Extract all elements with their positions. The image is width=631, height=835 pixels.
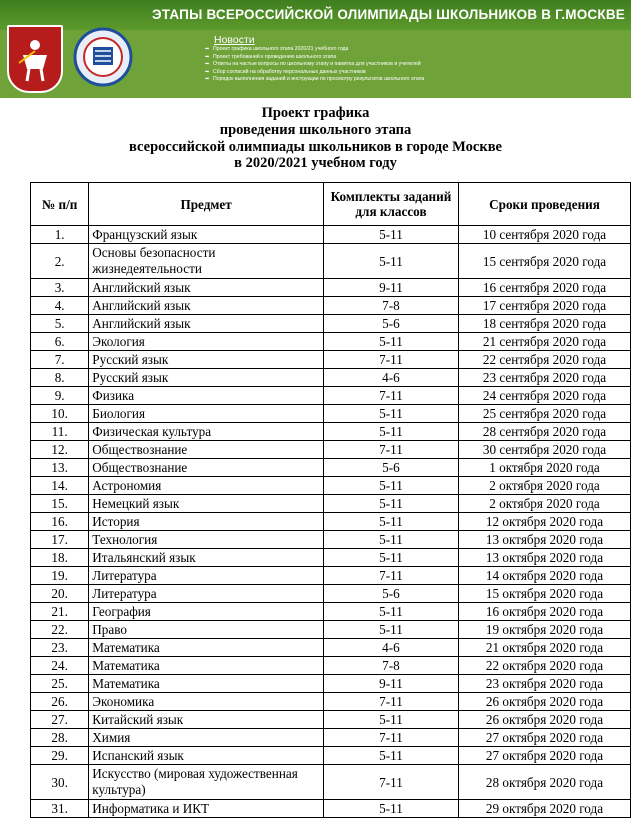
cell-classes: 5-11 <box>323 495 458 513</box>
table-row <box>31 747 631 765</box>
cell-date: 16 сентября 2020 года <box>459 279 631 297</box>
cell-date: 26 октября 2020 года <box>459 711 631 729</box>
cell-num: 12. <box>31 441 89 459</box>
olympiad-logo-icon <box>73 27 133 87</box>
table-header-row <box>31 183 631 226</box>
cell-classes: 7-11 <box>323 765 458 800</box>
cell-num: 31. <box>31 800 89 818</box>
table-row <box>31 226 631 244</box>
news-item[interactable]: ➡ Сбор согласий на обработку персональных данных участников <box>205 68 366 75</box>
table-row <box>31 405 631 423</box>
cell-date: 29 октября 2020 года <box>459 800 631 818</box>
cell-num: 5. <box>31 315 89 333</box>
cell-num: 13. <box>31 459 89 477</box>
cell-classes: 5-11 <box>323 621 458 639</box>
table-row <box>31 459 631 477</box>
cell-num: 6. <box>31 333 89 351</box>
table-row <box>31 585 631 603</box>
table-row <box>31 315 631 333</box>
cell-subject: История <box>89 513 324 531</box>
cell-subject: Математика <box>89 657 324 675</box>
cell-classes: 5-6 <box>323 315 458 333</box>
cell-date: 12 октября 2020 года <box>459 513 631 531</box>
cell-subject: Английский язык <box>89 297 324 315</box>
cell-num: 23. <box>31 639 89 657</box>
table-row <box>31 693 631 711</box>
cell-subject: Математика <box>89 639 324 657</box>
site-banner <box>0 0 631 98</box>
news-item[interactable]: ➡ Порядок выполнения заданий и инструкции по просмотру результатов школьного этапа <box>205 76 425 83</box>
cell-num: 15. <box>31 495 89 513</box>
table-row <box>31 765 631 800</box>
cell-num: 14. <box>31 477 89 495</box>
header-dates: Сроки проведения <box>459 183 631 226</box>
cell-classes: 5-11 <box>323 800 458 818</box>
cell-subject: Русский язык <box>89 369 324 387</box>
cell-subject: Биология <box>89 405 324 423</box>
cell-num: 9. <box>31 387 89 405</box>
cell-date: 24 сентября 2020 года <box>459 387 631 405</box>
cell-classes: 5-6 <box>323 585 458 603</box>
cell-subject: Основы безопасности жизнедеятельности <box>89 244 324 279</box>
cell-classes: 7-11 <box>323 567 458 585</box>
news-item[interactable]: ➡ Проект графика школьного этапа 2020/21 учебного года <box>205 46 349 52</box>
cell-subject: Обществознание <box>89 441 324 459</box>
cell-subject: Французский язык <box>89 226 324 244</box>
schedule-table <box>30 182 631 818</box>
cell-classes: 9-11 <box>323 279 458 297</box>
cell-subject: Математика <box>89 675 324 693</box>
arrow-right-icon: ➡ <box>205 76 210 83</box>
cell-classes: 7-11 <box>323 693 458 711</box>
heading-line: Проект графика <box>261 105 370 121</box>
cell-subject: Литература <box>89 585 324 603</box>
header-subject: Предмет <box>89 183 324 226</box>
news-item[interactable]: ➡ Ответы на частые вопросы по школьному этапу и памятка для участников и учителей <box>205 61 421 68</box>
cell-classes: 5-11 <box>323 405 458 423</box>
cell-classes: 5-11 <box>323 423 458 441</box>
cell-date: 16 октября 2020 года <box>459 603 631 621</box>
table-row <box>31 441 631 459</box>
cell-num: 4. <box>31 297 89 315</box>
cell-subject: Физическая культура <box>89 423 324 441</box>
cell-classes: 5-11 <box>323 226 458 244</box>
cell-classes: 9-11 <box>323 675 458 693</box>
arrow-right-icon: ➡ <box>205 53 210 60</box>
cell-subject: Русский язык <box>89 351 324 369</box>
cell-num: 21. <box>31 603 89 621</box>
table-row <box>31 351 631 369</box>
cell-classes: 7-8 <box>323 657 458 675</box>
table-body <box>31 226 631 818</box>
news-item[interactable]: ➡ Проект требований к проведению школьного этапа <box>205 53 337 60</box>
table-row <box>31 531 631 549</box>
cell-subject: Физика <box>89 387 324 405</box>
table-row <box>31 549 631 567</box>
cell-num: 2. <box>31 244 89 279</box>
cell-classes: 5-6 <box>323 459 458 477</box>
cell-date: 1 октября 2020 года <box>459 459 631 477</box>
cell-subject: Английский язык <box>89 315 324 333</box>
cell-classes: 5-11 <box>323 333 458 351</box>
table-row <box>31 729 631 747</box>
cell-num: 10. <box>31 405 89 423</box>
table-row <box>31 621 631 639</box>
arrow-right-icon: ➡ <box>205 68 210 75</box>
cell-date: 30 сентября 2020 года <box>459 441 631 459</box>
table-row <box>31 513 631 531</box>
cell-date: 14 октября 2020 года <box>459 567 631 585</box>
cell-date: 10 сентября 2020 года <box>459 226 631 244</box>
cell-num: 28. <box>31 729 89 747</box>
arrow-right-icon: ➡ <box>205 46 210 52</box>
table-row <box>31 675 631 693</box>
cell-num: 11. <box>31 423 89 441</box>
cell-num: 19. <box>31 567 89 585</box>
table-row <box>31 495 631 513</box>
cell-num: 26. <box>31 693 89 711</box>
cell-subject: Литература <box>89 567 324 585</box>
cell-subject: Астрономия <box>89 477 324 495</box>
table-row <box>31 800 631 818</box>
cell-classes: 5-11 <box>323 747 458 765</box>
cell-date: 23 сентября 2020 года <box>459 369 631 387</box>
cell-subject: Китайский язык <box>89 711 324 729</box>
cell-date: 21 октября 2020 года <box>459 639 631 657</box>
cell-classes: 5-11 <box>323 603 458 621</box>
cell-num: 17. <box>31 531 89 549</box>
cell-classes: 5-11 <box>323 477 458 495</box>
cell-classes: 7-11 <box>323 387 458 405</box>
cell-num: 25. <box>31 675 89 693</box>
cell-subject: Экология <box>89 333 324 351</box>
cell-subject: Химия <box>89 729 324 747</box>
cell-num: 22. <box>31 621 89 639</box>
cell-num: 3. <box>31 279 89 297</box>
heading-line: всероссийской олимпиады школьников в городе Москве <box>129 138 502 155</box>
cell-date: 15 октября 2020 года <box>459 585 631 603</box>
cell-date: 18 сентября 2020 года <box>459 315 631 333</box>
cell-date: 27 октября 2020 года <box>459 747 631 765</box>
cell-date: 28 октября 2020 года <box>459 765 631 800</box>
cell-date: 27 октября 2020 года <box>459 729 631 747</box>
cell-subject: Английский язык <box>89 279 324 297</box>
table-row <box>31 567 631 585</box>
cell-num: 16. <box>31 513 89 531</box>
cell-date: 25 сентября 2020 года <box>459 405 631 423</box>
cell-num: 1. <box>31 226 89 244</box>
cell-date: 23 октября 2020 года <box>459 675 631 693</box>
cell-subject: Информатика и ИКТ <box>89 800 324 818</box>
header-classes: Комплекты заданий для классов <box>323 183 458 226</box>
cell-num: 20. <box>31 585 89 603</box>
cell-date: 28 сентября 2020 года <box>459 423 631 441</box>
news-list <box>205 46 424 84</box>
cell-date: 13 октября 2020 года <box>459 531 631 549</box>
cell-subject: Немецкий язык <box>89 495 324 513</box>
table-row <box>31 279 631 297</box>
heading-line: в 2020/2021 учебном году <box>234 155 397 172</box>
table-row <box>31 387 631 405</box>
cell-classes: 5-11 <box>323 513 458 531</box>
cell-subject: Итальянский язык <box>89 549 324 567</box>
cell-date: 22 октября 2020 года <box>459 657 631 675</box>
table-row <box>31 369 631 387</box>
table-row <box>31 244 631 279</box>
cell-date: 26 октября 2020 года <box>459 693 631 711</box>
table-row <box>31 603 631 621</box>
cell-num: 18. <box>31 549 89 567</box>
table-row <box>31 297 631 315</box>
table-row <box>31 639 631 657</box>
moscow-coat-of-arms-icon <box>7 25 63 93</box>
cell-date: 22 сентября 2020 года <box>459 351 631 369</box>
cell-subject: Право <box>89 621 324 639</box>
cell-subject: Испанский язык <box>89 747 324 765</box>
header-num: № п/п <box>31 183 89 226</box>
cell-classes: 7-11 <box>323 441 458 459</box>
cell-num: 27. <box>31 711 89 729</box>
cell-num: 30. <box>31 765 89 800</box>
table-row <box>31 657 631 675</box>
cell-classes: 4-6 <box>323 369 458 387</box>
cell-date: 17 сентября 2020 года <box>459 297 631 315</box>
cell-date: 21 сентября 2020 года <box>459 333 631 351</box>
heading-line: проведения школьного этапа <box>219 121 412 138</box>
cell-date: 2 октября 2020 года <box>459 477 631 495</box>
cell-classes: 7-8 <box>323 297 458 315</box>
banner-title: ЭТАПЫ ВСЕРОССИЙСКОЙ ОЛИМПИАДЫ ШКОЛЬНИКОВ В Г.МОСКВЕ <box>152 7 625 22</box>
cell-subject: Обществознание <box>89 459 324 477</box>
table-row <box>31 711 631 729</box>
cell-num: 29. <box>31 747 89 765</box>
cell-subject: Технология <box>89 531 324 549</box>
cell-num: 8. <box>31 369 89 387</box>
cell-subject: Искусство (мировая художественная культура) <box>89 765 324 800</box>
cell-subject: Экономика <box>89 693 324 711</box>
cell-classes: 4-6 <box>323 639 458 657</box>
table-row <box>31 423 631 441</box>
cell-classes: 5-11 <box>323 711 458 729</box>
cell-classes: 7-11 <box>323 729 458 747</box>
table-row <box>31 333 631 351</box>
table-row <box>31 477 631 495</box>
cell-subject: География <box>89 603 324 621</box>
cell-classes: 5-11 <box>323 549 458 567</box>
cell-date: 13 октября 2020 года <box>459 549 631 567</box>
cell-classes: 5-11 <box>323 531 458 549</box>
news-link[interactable]: Новости <box>214 34 255 46</box>
cell-date: 15 сентября 2020 года <box>459 244 631 279</box>
document-heading <box>0 105 631 172</box>
cell-date: 19 октября 2020 года <box>459 621 631 639</box>
cell-classes: 7-11 <box>323 351 458 369</box>
cell-num: 7. <box>31 351 89 369</box>
cell-classes: 5-11 <box>323 244 458 279</box>
cell-num: 24. <box>31 657 89 675</box>
cell-date: 2 октября 2020 года <box>459 495 631 513</box>
arrow-right-icon: ➡ <box>205 61 210 68</box>
